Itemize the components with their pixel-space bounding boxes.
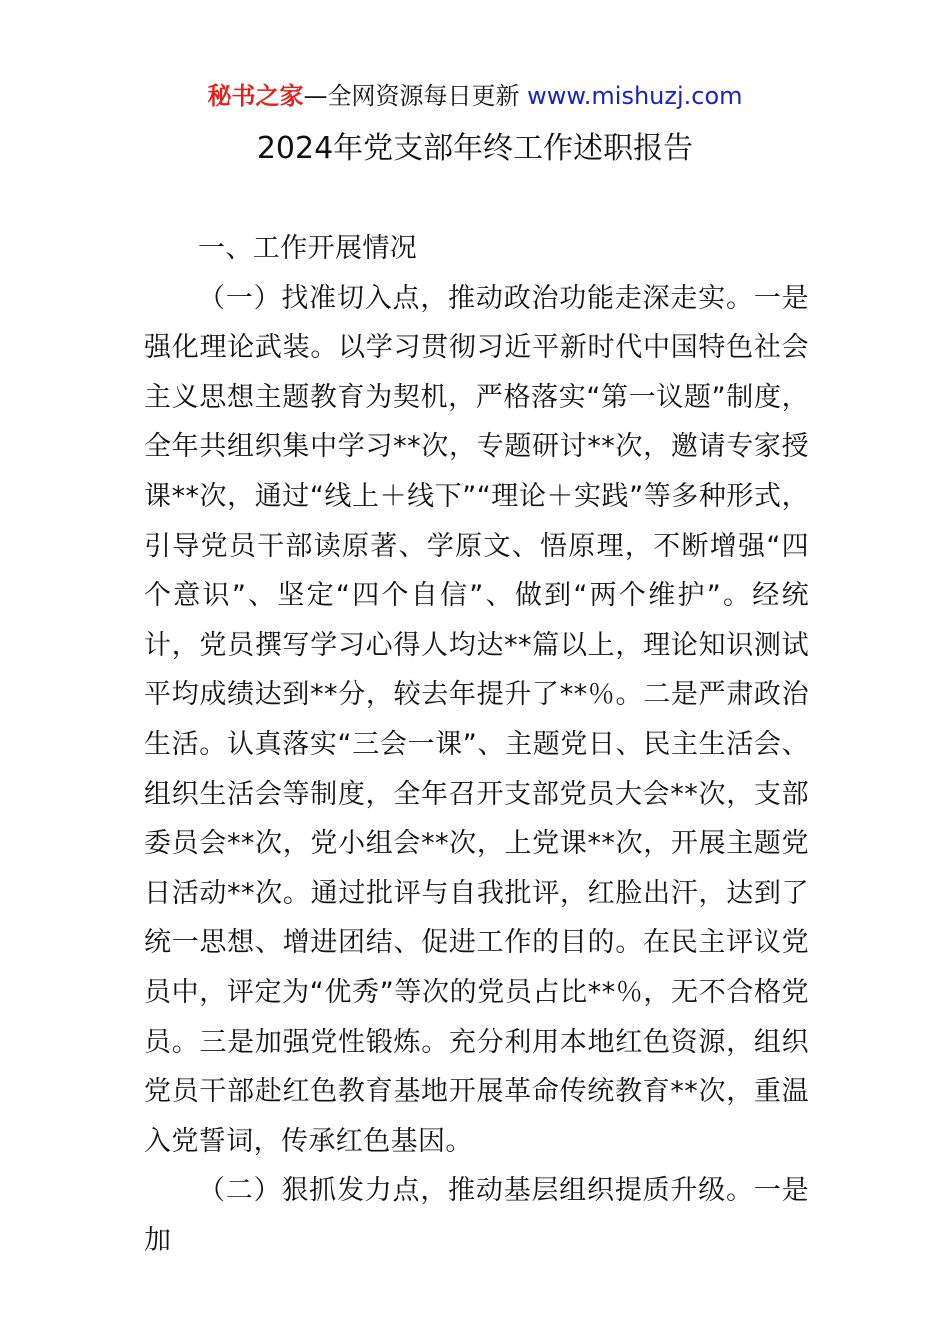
paragraph-2: （二）狠抓发力点，推动基层组织提质升级。一是加 <box>144 1175 809 1256</box>
document-body <box>144 224 809 1265</box>
site-header <box>0 80 950 112</box>
paragraph-1: （一）找准切入点，推动政治功能走深走实。一是强化理论武装。以学习贯彻习近平新时代中国特色社会主义思想主题教育为契机，严格落实“第一议题”制度，全年共组织集中学习**次，专题研讨**次，邀请专家授课**次，通过“线上＋线下”“理论＋实践”等多种形式，引导党员干部读原著、学原文、悟原理，不断增强“四个意识”、坚定“四个自信”、做到“两个维护”。经统计，党员撰写学习心得人均达**篇以上，理论知识测试平均成绩达到**分，较去年提升了**％。二是严肃政治生活。认真落实“三会一课”、主题党日、民主生活会、组织生活会等制度，全年召开支部党员大会**次，支部委员会**次，党小组会**次，上党课**次，开展主题党日活动**次。通过批评与自我批评，红脸出汗，达到了统一思想、增进团结、促进工作的目的。在民主评议党员中，评定为“优秀”等次的党员占比**％，无不合格党员。三是加强党性锻炼。充分利用本地红色资源，组织党员干部赴红色教育基地开展革命传统教育**次，重温入党誓词，传承红色基因。 <box>144 282 809 1157</box>
site-url-link[interactable]: www.mishuzj.com <box>527 82 743 110</box>
document-title: 2024年党支部年终工作述职报告 <box>256 131 694 166</box>
section-heading: 一、工作开展情况 <box>198 233 418 264</box>
header-tagline: —全网资源每日更新 <box>303 82 528 110</box>
brand-name: 秘书之家 <box>207 82 304 110</box>
